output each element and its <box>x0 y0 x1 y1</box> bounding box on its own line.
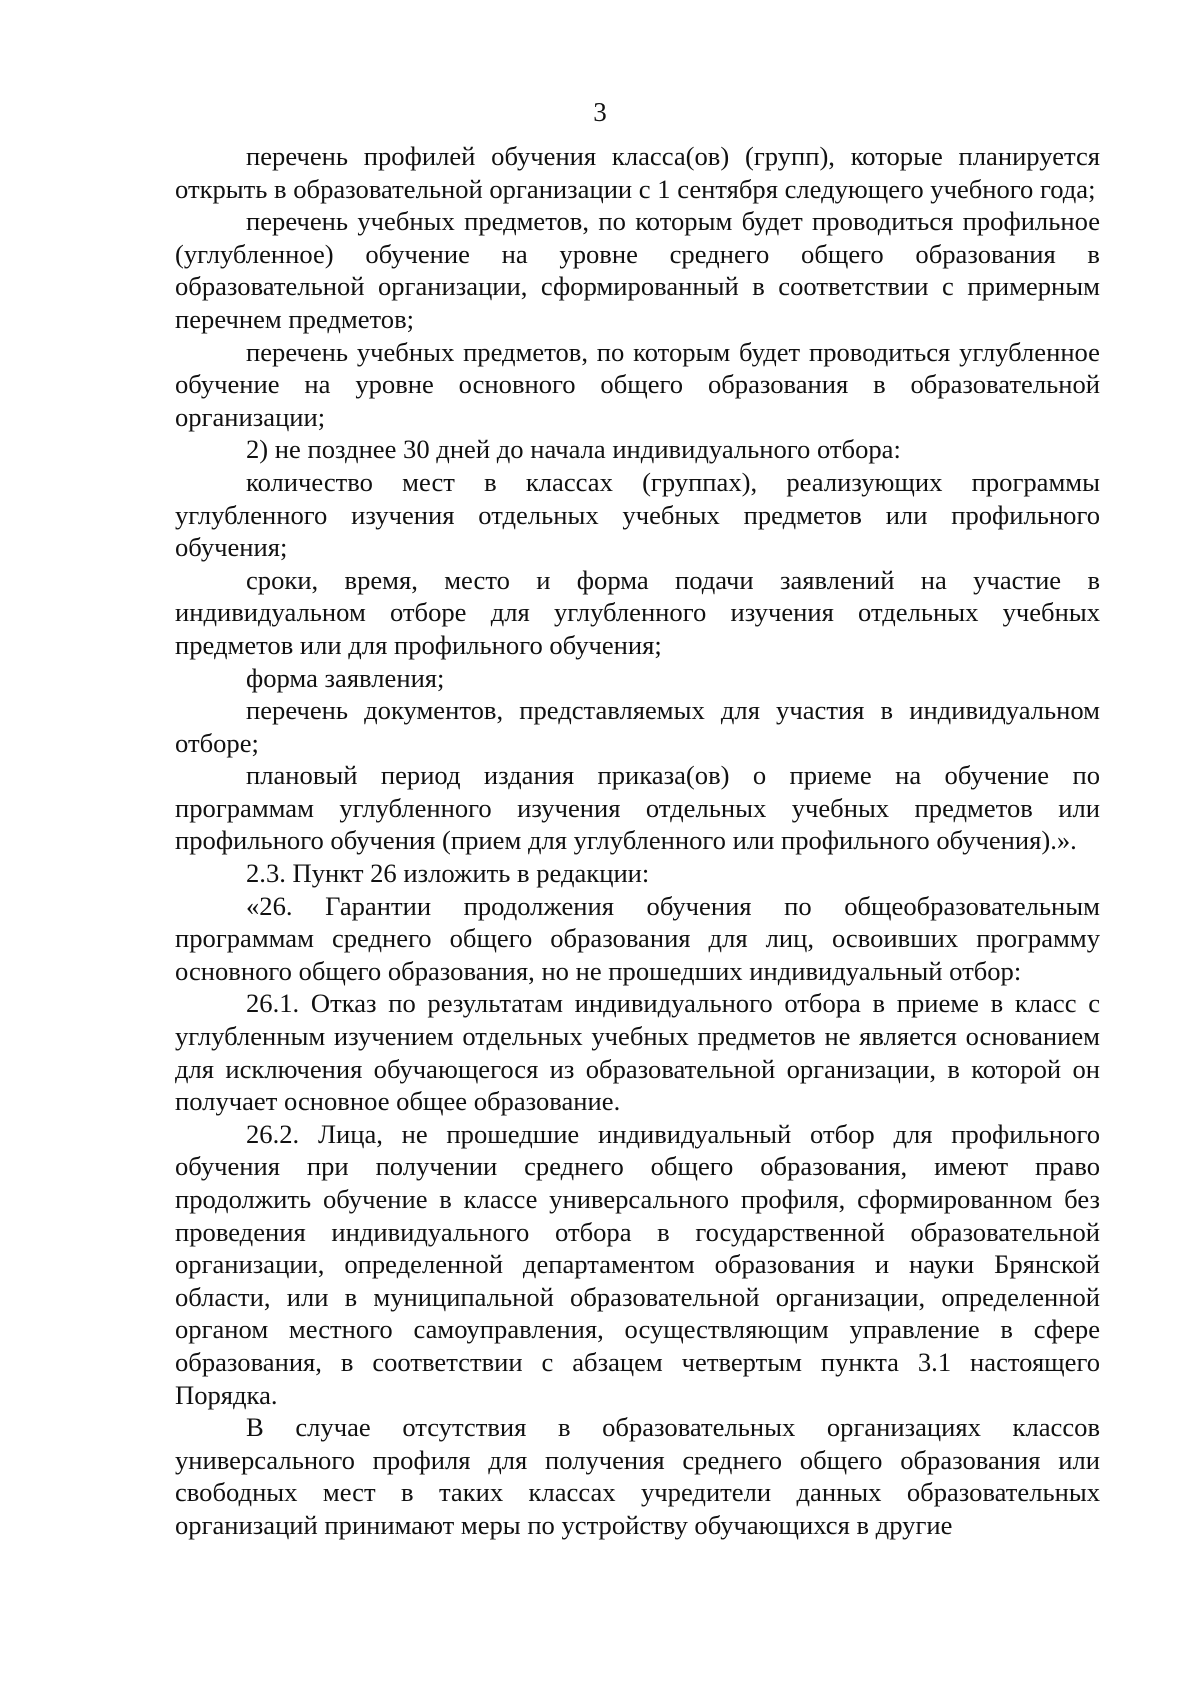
paragraph: 2) не позднее 30 дней до начала индивидуального отбора: <box>246 434 901 465</box>
paragraph: форма заявления; <box>246 662 445 693</box>
paragraph: В случае отсутствия в образовательных организациях классов универсального профиля для получения среднего общего образования или свободных мест в таких классах учредители данных образовательных организаций принимают меры по устройству обучающихся в другие <box>175 1412 1100 1540</box>
paragraph: сроки, время, место и форма подачи заявлений на участие в индивидуальном отборе для углубленного изучения отдельных учебных предметов или для профильного обучения; <box>175 564 1100 660</box>
paragraph: «26. Гарантии продолжения обучения по общеобразовательным программам среднего общего образования для лиц, освоивших программу основного общего образования, но не прошедших индивидуальный отбор: <box>175 890 1100 986</box>
paragraph: перечень учебных предметов, по которым будет проводиться профильное (углубленное) обучение на уровне среднего общего образования в образовательной организации, сформированный в соответствии с примерным перечнем предметов; <box>175 206 1100 334</box>
page-number: 3 <box>593 97 607 127</box>
paragraph: 26.1. Отказ по результатам индивидуального отбора в приеме в класс с углубленным изучением отдельных учебных предметов не является основанием для исключения обучающегося из образовательной организации, в которой он получает основное общее образование. <box>175 988 1100 1117</box>
paragraph: плановый период издания приказа(ов) о приеме на обучение по программам углубленного изучения отдельных учебных предметов или профильного обучения (прием для углубленного или профильного обучения).». <box>175 760 1100 856</box>
paragraph: 2.3. Пункт 26 изложить в редакции: <box>246 858 650 889</box>
paragraph: количество мест в классах (группах), реализующих программы углубленного изучения отдельных учебных предметов или профильного обучения; <box>175 466 1100 563</box>
paragraph: 26.2. Лица, не прошедшие индивидуальный отбор для профильного обучения при получении среднего общего образования, имеют право продолжить обучение в классе универсального профиля, сформированном без проведения индивидуального отбора в государственной образовательной организации, определенной департаментом образования и науки Брянской области, или в муниципальной образовательной организации, определенной органом местного самоуправления, осуществляющим управление в сфере образования, в соответствии с абзацем четвертым пункта 3.1 настоящего Порядка. <box>175 1118 1100 1410</box>
paragraph: перечень документов, представляемых для участия в индивидуальном отборе; <box>175 695 1100 758</box>
paragraph: перечень профилей обучения класса(ов) (групп), которые планируется открыть в образовательной организации с 1 сентября следующего учебного года; <box>175 141 1100 204</box>
document-body <box>175 140 1100 1542</box>
paragraph: перечень учебных предметов, по которым будет проводиться углубленное обучение на уровне основного общего образования в образовательной организации; <box>175 336 1100 432</box>
